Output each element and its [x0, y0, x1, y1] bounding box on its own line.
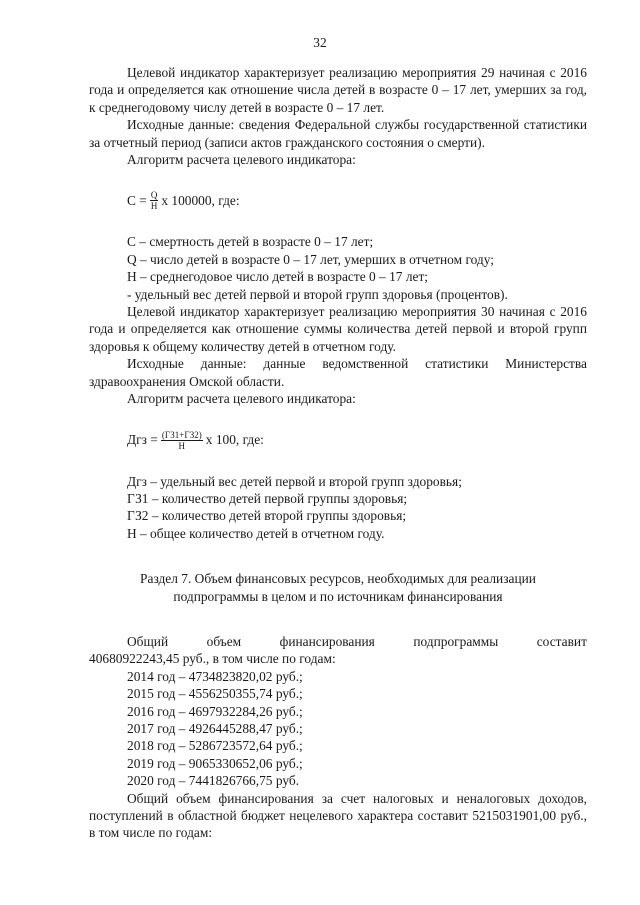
paragraph-source-data-1: Исходные данные: сведения Федеральной службы государственной статистики за отчетный период (записи актов гражданского состояния о смерти).: [89, 117, 587, 150]
page-number: 32: [313, 35, 327, 50]
definitions-list-1: [127, 233, 587, 303]
formula-health-groups: [127, 430, 587, 451]
definitions-list-2: [127, 473, 587, 543]
funding-year-item: 2020 год – 7441826766,75 руб.: [127, 773, 300, 789]
definition-item: С – смертность детей в возрасте 0 – 17 лет;: [127, 234, 374, 250]
definition-item: Н – среднегодовое число детей в возрасте 0 – 17 лет;: [127, 269, 429, 285]
total-word: подпрограммы: [413, 633, 499, 649]
formula-lhs: С =: [127, 193, 147, 209]
definition-item: Дгз – удельный вес детей первой и второй групп здоровья;: [127, 473, 462, 489]
paragraph-tax-revenue-funding: Общий объем финансирования за счет налоговых и неналоговых доходов, поступлений в областной бюджет нецелевого характера составит 5215031901,00 руб., в том числе по годам:: [89, 790, 587, 841]
formula-lhs: Дгз =: [127, 432, 158, 448]
definition-item: - удельный вес детей первой и второй групп здоровья (процентов).: [127, 286, 508, 302]
funding-by-year-list: [127, 668, 587, 790]
formula-numerator: (ГЗ1+ГЗ2): [161, 429, 202, 440]
paragraph-indicator-30: Целевой индикатор характеризует реализацию мероприятия 30 начиная с 2016 года и определяется как отношение суммы количества детей первой и второй групп здоровья к общему количеству детей в отчетном году.: [89, 304, 587, 354]
formula-rhs: x 100, где:: [205, 432, 264, 448]
total-word: объем: [206, 633, 242, 649]
funding-year-item: 2018 год – 5286723572,64 руб.;: [127, 738, 303, 754]
formula-numerator: Q: [150, 190, 158, 201]
definition-item: ГЗ2 – количество детей второй группы здоровья;: [127, 508, 407, 524]
total-funding-amount: 40680922243,45 руб., в том числе по годам:: [89, 651, 336, 667]
formula-fraction: [161, 430, 203, 451]
funding-year-item: 2017 год – 4926445288,47 руб.;: [127, 720, 303, 736]
definition-item: ГЗ1 – количество детей первой группы здоровья;: [127, 490, 408, 506]
paragraph-indicator-29: Целевой индикатор характеризует реализацию мероприятия 29 начиная с 2016 года и определяется как отношение числа детей в возрасте 0 – 17 лет, умерших за год, к среднегодовому числу детей в возрасте 0 – 17 лет.: [89, 65, 587, 115]
total-word: составит: [536, 633, 587, 649]
formula-mortality: [127, 190, 587, 211]
formula-fraction: [150, 190, 159, 211]
formula-denominator: Н: [178, 440, 186, 451]
document-body: [89, 64, 587, 842]
section-title-line-1: Раздел 7. Объем финансовых ресурсов, необходимых для реализации: [140, 571, 536, 587]
algorithm-title-1: Алгоритм расчета целевого индикатора:: [127, 152, 356, 168]
formula-denominator: Н: [150, 201, 158, 212]
section-title-line-2: подпрограммы в целом и по источникам финансирования: [173, 588, 503, 604]
total-word: Общий: [127, 633, 169, 649]
funding-year-item: 2016 год – 4697932284,26 руб.;: [127, 703, 303, 719]
formula-rhs: x 100000, где:: [161, 193, 240, 209]
funding-year-item: 2015 год – 4556250355,74 руб.;: [127, 686, 303, 702]
funding-year-item: 2014 год – 4734823820,02 руб.;: [127, 668, 303, 684]
definition-item: Q – число детей в возрасте 0 – 17 лет, умерших в отчетном году;: [127, 251, 494, 267]
paragraph-source-data-2: Исходные данные: данные ведомственной статистики Министерства здравоохранения Омской области.: [89, 356, 587, 389]
definition-item: Н – общее количество детей в отчетном году.: [127, 525, 385, 541]
total-word: финансирования: [279, 633, 375, 649]
algorithm-title-2: Алгоритм расчета целевого индикатора:: [127, 391, 356, 407]
total-funding-line: [127, 633, 587, 650]
funding-year-item: 2019 год – 9065330652,06 руб.;: [127, 755, 303, 771]
